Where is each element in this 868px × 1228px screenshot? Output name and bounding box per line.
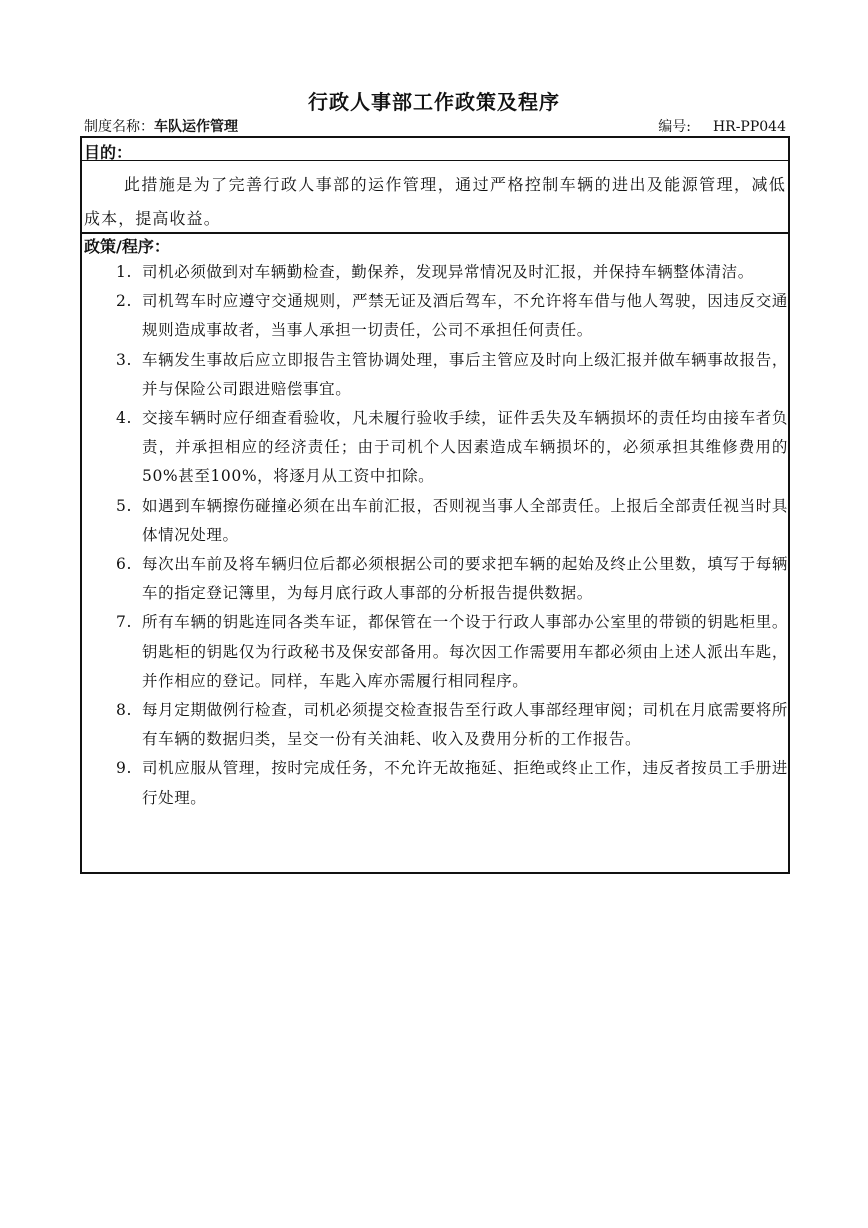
policy-item <box>84 258 788 287</box>
policy-item-number: 6. <box>116 555 132 574</box>
section-divider <box>82 232 788 234</box>
purpose-heading: 目的： <box>84 143 133 162</box>
policy-item-text: 车辆发生事故后应立即报告主管协调处理，事后主管应及时向上级汇报并做车辆事故报告，并与保险公司跟进赔偿事宜。 <box>142 350 788 398</box>
policy-item-text: 每次出车前及将车辆归位后都必须根据公司的要求把车辆的起始及终止公里数，填写于每辆车的指定登记簿里，为每月底行政人事部的分析报告提供数据。 <box>142 555 788 603</box>
document-code-field <box>658 116 786 136</box>
policy-item <box>84 608 788 696</box>
document-meta-row <box>84 116 786 136</box>
policy-item <box>84 287 788 345</box>
document-code-value: HR-PP044 <box>712 119 786 135</box>
policy-item-text: 司机驾车时应遵守交通规则，严禁无证及酒后驾车，不允许将车借与他人驾驶，因违反交通规则造成事故者，当事人承担一切责任，公司不承担任何责任。 <box>142 292 788 340</box>
purpose-heading-rule <box>82 160 788 161</box>
policy-item-number: 8. <box>116 701 132 720</box>
policy-item-number: 9. <box>116 759 132 778</box>
policy-item-number: 5. <box>116 496 132 515</box>
policy-item-number: 3. <box>116 350 132 369</box>
policy-item-text: 司机应服从管理，按时完成任务，不允许无故拖延、拒绝或终止工作，违反者按员工手册进行处理。 <box>142 759 788 807</box>
policy-item-number: 4. <box>116 409 132 428</box>
policy-item-text: 交接车辆时应仔细查看验收，凡未履行验收手续，证件丢失及车辆损坏的责任均由接车者负责，并承担相应的经济责任；由于司机个人因素造成车辆损坏的，必须承担其维修费用的50%甚至100%，将逐月从工资中扣除。 <box>142 409 788 486</box>
policy-item <box>84 346 788 404</box>
policy-item-text: 如遇到车辆擦伤碰撞必须在出车前汇报，否则视当事人全部责任。上报后全部责任视当时具体情况处理。 <box>142 496 788 544</box>
policy-item-text: 司机必须做到对车辆勤检查，勤保养，发现异常情况及时汇报，并保持车辆整体清洁。 <box>142 263 754 281</box>
policy-item <box>84 492 788 550</box>
policy-item <box>84 404 788 492</box>
system-name-value: 车队运作管理 <box>154 119 238 135</box>
policy-item-text: 所有车辆的钥匙连同各类车证，都保管在一个设于行政人事部办公室里的带锁的钥匙柜里。钥匙柜的钥匙仅为行政秘书及保安部备用。每次因工作需要用车都必须由上述人派出车匙，并作相应的登记。同样，车匙入库亦需履行相同程序。 <box>142 613 788 690</box>
policy-heading: 政策/程序： <box>84 237 170 256</box>
system-name-label: 制度名称： <box>84 119 154 135</box>
document-title: 行政人事部工作政策及程序 <box>308 90 560 114</box>
policy-item-number: 7. <box>116 613 132 632</box>
system-name-field <box>84 116 238 136</box>
policy-item <box>84 696 788 754</box>
policy-list <box>84 258 788 813</box>
purpose-text: 此措施是为了完善行政人事部的运作管理，通过严格控制车辆的进出及能源管理，减低成本，提高收益。 <box>84 175 786 228</box>
policy-frame <box>80 136 790 874</box>
policy-item-number: 2. <box>116 292 132 311</box>
policy-item-number: 1. <box>116 263 132 281</box>
policy-item <box>84 754 788 812</box>
policy-item <box>84 550 788 608</box>
policy-item-text: 每月定期做例行检查，司机必须提交检查报告至行政人事部经理审阅；司机在月底需要将所有车辆的数据归类，呈交一份有关油耗、收入及费用分析的工作报告。 <box>142 701 788 749</box>
document-code-label: 编号: <box>658 119 691 135</box>
